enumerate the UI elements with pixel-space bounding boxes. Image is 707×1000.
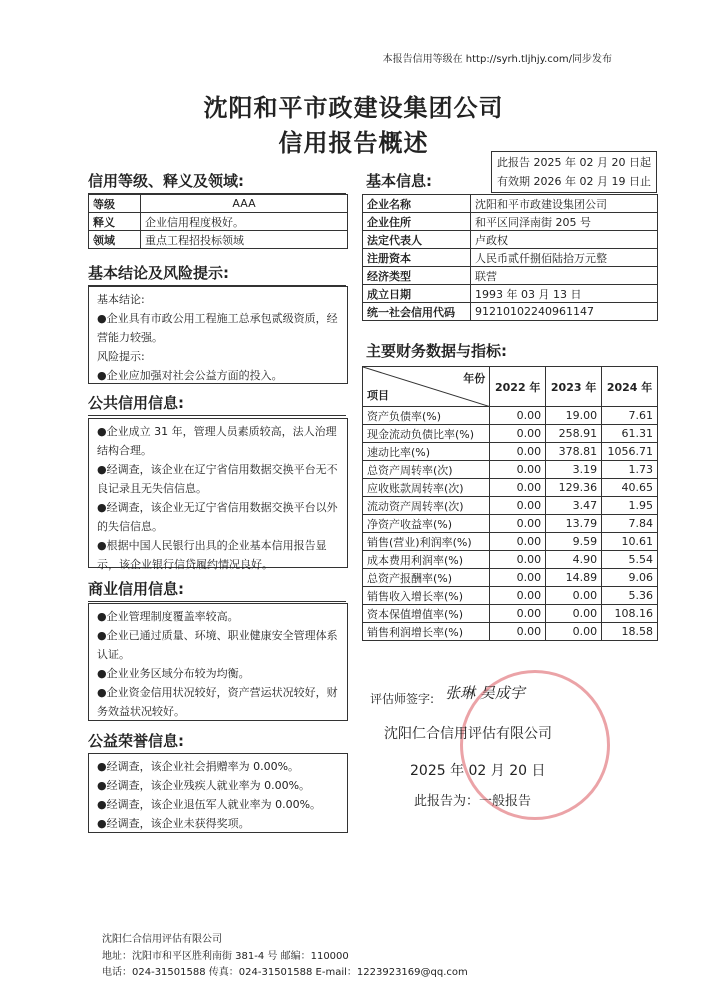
metric-name: 成本费用利润率(%)	[363, 551, 490, 569]
conclusion-box	[88, 286, 348, 384]
rating-value: 企业信用程度极好。	[141, 213, 348, 231]
financial-table	[362, 366, 658, 641]
table-row	[363, 587, 658, 605]
rating-table	[88, 194, 348, 249]
info-value: 和平区同泽南街 205 号	[471, 213, 658, 231]
rating-row-field	[89, 231, 348, 249]
metric-value: 1056.71	[602, 443, 658, 461]
table-header-row	[363, 367, 658, 407]
list-item: ● 企业成立 31 年，管理人员素质较高，法人治理结构合理。	[97, 422, 339, 460]
table-row	[363, 231, 658, 249]
list-item: ● 企业资金信用状况较好，资产营运状况较好，财务效益状况较好。	[97, 683, 339, 721]
conclusion-section-title: 基本结论及风险提示:	[88, 262, 346, 286]
table-row	[363, 551, 658, 569]
basic-info-section-title: 基本信息:	[366, 172, 432, 190]
metric-value: 1.73	[602, 461, 658, 479]
list-item: ● 企业业务区域分布较为均衡。	[97, 664, 339, 683]
footer-address: 地址：沈阳市和平区胜利南街 381-4 号 邮编：110000	[102, 951, 349, 962]
metric-value: 0.00	[490, 425, 546, 443]
metric-name: 应收账款周转率(次)	[363, 479, 490, 497]
table-row	[363, 267, 658, 285]
metric-value: 40.65	[602, 479, 658, 497]
info-value: 联营	[471, 267, 658, 285]
financial-section-title: 主要财务数据与指标:	[366, 342, 507, 360]
metric-name: 速动比率(%)	[363, 443, 490, 461]
table-row	[363, 623, 658, 641]
metric-value: 0.00	[490, 479, 546, 497]
metric-value: 5.36	[602, 587, 658, 605]
list-item: ● 经调查，该企业在辽宁省信用数据交换平台无不良记录且无失信信息。	[97, 460, 339, 498]
table-row	[363, 443, 658, 461]
rating-row-meaning	[89, 213, 348, 231]
rating-label: 释义	[89, 213, 141, 231]
table-row	[363, 515, 658, 533]
metric-value: 0.00	[490, 497, 546, 515]
list-item: ● 经调查，该企业无辽宁省信用数据交换平台以外的失信信息。	[97, 498, 339, 536]
metric-value: 3.19	[546, 461, 602, 479]
year-header: 2024 年	[602, 367, 658, 407]
info-value: 沈阳和平市政建设集团公司	[471, 195, 658, 213]
table-row	[363, 461, 658, 479]
metric-value: 18.58	[602, 623, 658, 641]
public-honor-box	[88, 753, 348, 833]
report-type: 此报告为：一般报告	[414, 794, 532, 809]
metric-value: 0.00	[546, 605, 602, 623]
table-row	[363, 569, 658, 587]
report-date: 2025 年 02 月 20 日	[410, 763, 546, 779]
table-row	[363, 497, 658, 515]
assessor-signature-label: 评估师签字:	[370, 692, 435, 706]
metric-name: 资本保值增值率(%)	[363, 605, 490, 623]
info-label: 统一社会信用代码	[363, 303, 471, 321]
metric-value: 258.91	[546, 425, 602, 443]
metric-value: 0.00	[490, 587, 546, 605]
conclusion-item: ● 企业具有市政公用工程施工总承包贰级资质，经营能力较强。	[97, 309, 339, 347]
assessor-company: 沈阳仁合信用评估有限公司	[384, 726, 552, 742]
rating-row-level	[89, 195, 348, 213]
validity-end: 有效期 2026 年 02 月 19 日止	[497, 175, 651, 188]
table-row	[363, 479, 658, 497]
metric-value: 4.90	[546, 551, 602, 569]
validity-box	[491, 151, 657, 193]
metric-value: 7.84	[602, 515, 658, 533]
table-row	[363, 425, 658, 443]
metric-name: 净资产收益率(%)	[363, 515, 490, 533]
metric-name: 销售(营业)利润率(%)	[363, 533, 490, 551]
table-row	[363, 213, 658, 231]
info-value: 卢政权	[471, 231, 658, 249]
metric-value: 0.00	[490, 623, 546, 641]
corner-header	[363, 367, 490, 407]
rating-label: 领域	[89, 231, 141, 249]
metric-value: 1.95	[602, 497, 658, 515]
business-credit-section-title: 商业信用信息:	[88, 578, 346, 602]
table-row	[363, 303, 658, 321]
metric-value: 0.00	[490, 551, 546, 569]
list-item: ● 根据中国人民银行出具的企业基本信用报告显示，该企业银行信贷履约情况良好。	[97, 536, 339, 574]
rating-value: 重点工程招投标领域	[141, 231, 348, 249]
list-item: ● 企业管理制度覆盖率较高。	[97, 607, 339, 626]
metric-value: 378.81	[546, 443, 602, 461]
footer-contact: 电话：024-31501588 传真：024-31501588 E-mail：1223923169@qq.com	[102, 967, 468, 978]
company-title: 沈阳和平市政建设集团公司	[203, 93, 504, 122]
info-label: 企业名称	[363, 195, 471, 213]
validity-start: 此报告 2025 年 02 月 20 日起	[497, 156, 651, 169]
info-label: 注册资本	[363, 249, 471, 267]
metric-value: 0.00	[490, 461, 546, 479]
public-honor-section-title: 公益荣誉信息:	[88, 730, 346, 754]
risk-label: 风险提示:	[97, 350, 145, 363]
rating-section-title: 信用等级、释义及领域:	[88, 170, 346, 194]
year-header: 2023 年	[546, 367, 602, 407]
list-item: ● 经调查，该企业残疾人就业率为 0.00%。	[97, 776, 339, 795]
info-value: 91210102240961147	[471, 303, 658, 321]
info-label: 成立日期	[363, 285, 471, 303]
metric-value: 14.89	[546, 569, 602, 587]
year-header: 2022 年	[490, 367, 546, 407]
metric-value: 0.00	[490, 533, 546, 551]
metric-name: 销售利润增长率(%)	[363, 623, 490, 641]
rating-label: 等级	[89, 195, 141, 213]
footer-company: 沈阳仁合信用评估有限公司	[102, 934, 222, 945]
metric-value: 129.36	[546, 479, 602, 497]
metric-value: 19.00	[546, 407, 602, 425]
metric-name: 流动资产周转率(次)	[363, 497, 490, 515]
metric-value: 0.00	[490, 605, 546, 623]
info-label: 经济类型	[363, 267, 471, 285]
metric-value: 0.00	[490, 407, 546, 425]
public-credit-box	[88, 418, 348, 571]
list-item: ● 经调查，该企业退伍军人就业率为 0.00%。	[97, 795, 339, 814]
corner-year-label: 年份	[463, 372, 486, 385]
metric-value: 3.47	[546, 497, 602, 515]
list-item: ● 经调查，该企业未获得奖项。	[97, 814, 339, 833]
table-row	[363, 285, 658, 303]
rating-value: AAA	[141, 195, 348, 213]
table-row	[363, 249, 658, 267]
metric-name: 现金流动负债比率(%)	[363, 425, 490, 443]
metric-name: 销售收入增长率(%)	[363, 587, 490, 605]
metric-value: 9.59	[546, 533, 602, 551]
metric-value: 7.61	[602, 407, 658, 425]
info-value: 1993 年 03 月 13 日	[471, 285, 658, 303]
metric-value: 0.00	[490, 443, 546, 461]
public-credit-section-title: 公共信用信息:	[88, 392, 346, 416]
metric-name: 总资产报酬率(%)	[363, 569, 490, 587]
conclusion-label: 基本结论:	[97, 293, 145, 306]
table-row	[363, 605, 658, 623]
metric-value: 5.54	[602, 551, 658, 569]
info-value: 人民币贰仟捌佰陆拾万元整	[471, 249, 658, 267]
table-row	[363, 195, 658, 213]
assessor-signature: 张琳 吴成宇	[445, 684, 525, 702]
metric-value: 0.00	[490, 515, 546, 533]
table-row	[363, 407, 658, 425]
list-item: ● 企业已通过质量、环境、职业健康安全管理体系认证。	[97, 626, 339, 664]
metric-value: 61.31	[602, 425, 658, 443]
metric-name: 资产负债率(%)	[363, 407, 490, 425]
table-row	[363, 533, 658, 551]
business-credit-box	[88, 603, 348, 721]
info-label: 法定代表人	[363, 231, 471, 249]
list-item: ● 经调查，该企业社会捐赠率为 0.00%。	[97, 757, 339, 776]
metric-value: 13.79	[546, 515, 602, 533]
metric-value: 108.16	[602, 605, 658, 623]
metric-value: 0.00	[490, 569, 546, 587]
info-label: 企业住所	[363, 213, 471, 231]
metric-value: 0.00	[546, 587, 602, 605]
corner-item-label: 项目	[367, 389, 389, 402]
report-title: 信用报告概述	[278, 128, 429, 157]
metric-value: 9.06	[602, 569, 658, 587]
header-note: 本报告信用等级在 http://syrh.tljhjy.com/同步发布	[382, 54, 612, 65]
basic-info-table	[362, 194, 658, 321]
metric-name: 总资产周转率(次)	[363, 461, 490, 479]
metric-value: 0.00	[546, 623, 602, 641]
metric-value: 10.61	[602, 533, 658, 551]
risk-item: ● 企业应加强对社会公益方面的投入。	[97, 366, 339, 385]
